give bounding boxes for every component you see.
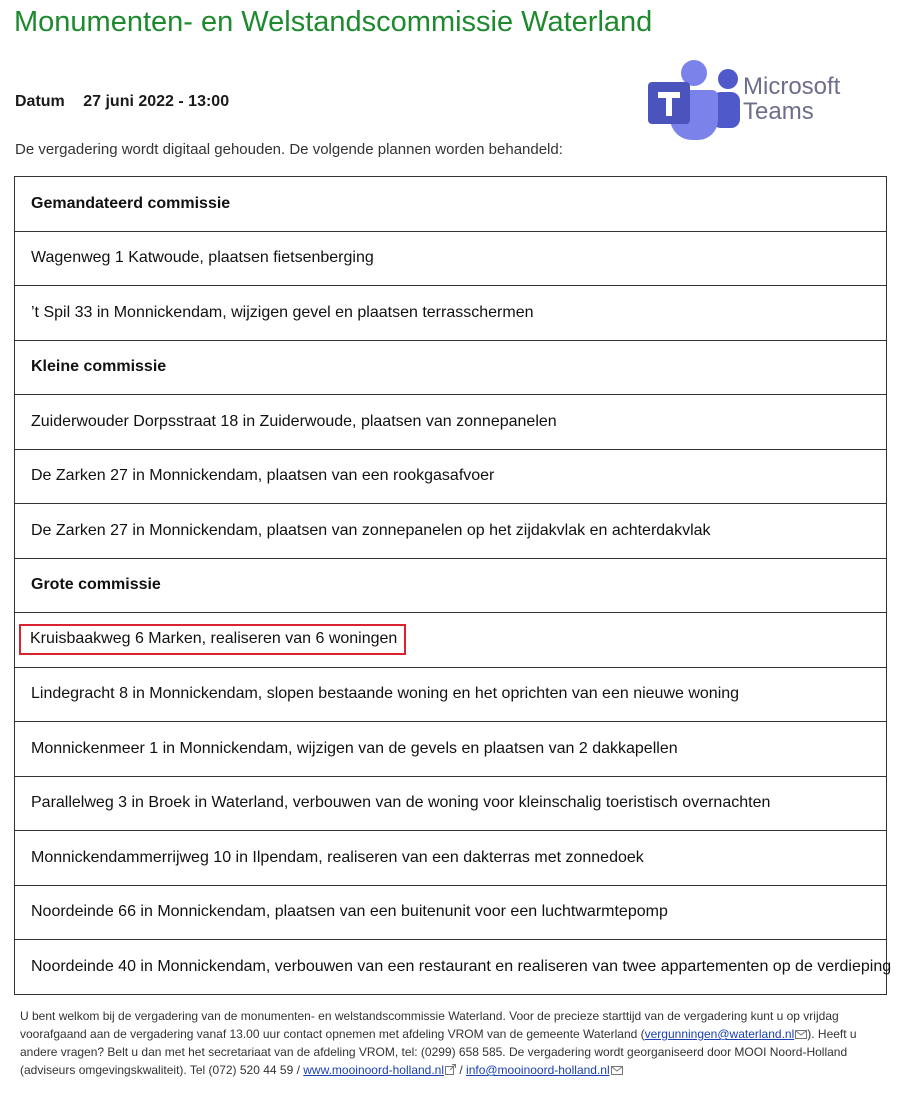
agenda-item: Wagenweg 1 Katwoude, plaatsen fietsenberging	[15, 231, 887, 286]
date-label: Datum	[15, 93, 65, 110]
agenda-item: Zuiderwouder Dorpsstraat 18 in Zuiderwoude, plaatsen van zonnepanelen	[15, 395, 887, 450]
agenda-table	[14, 176, 892, 995]
agenda-item: ’t Spil 33 in Monnickendam, wijzigen gevel en plaatsen terrasschermen	[15, 286, 887, 341]
teams-logo-line2: Teams	[743, 98, 814, 125]
agenda-item: Noordeinde 66 in Monnickendam, plaatsen van een buitenunit voor een luchtwarmtepomp	[15, 885, 887, 940]
table-row	[15, 940, 887, 995]
section-row	[15, 340, 887, 395]
highlight-box: Kruisbaakweg 6 Marken, realiseren van 6 woningen	[19, 624, 406, 655]
section-header: Kleine commissie	[15, 340, 887, 395]
footer-text-part3: /	[456, 1063, 467, 1077]
table-row	[15, 776, 887, 831]
table-row	[15, 667, 887, 722]
table-row	[15, 286, 887, 341]
table-row	[15, 722, 887, 777]
envelope-icon	[611, 1066, 623, 1075]
agenda-item: Monnickendammerrijweg 10 in Ilpendam, realiseren van een dakterras met zonnedoek	[15, 831, 887, 886]
teams-logo-line1: Microsoft	[743, 73, 841, 100]
microsoft-teams-logo-icon	[646, 58, 742, 142]
table-row	[15, 885, 887, 940]
agenda-item: Lindegracht 8 in Monnickendam, slopen bestaande woning en het oprichten van een nieuwe woning	[15, 667, 887, 722]
page-title: Monumenten- en Welstandscommissie Waterland	[14, 6, 653, 38]
footer-text-part1: U bent welkom bij de vergadering van de monumenten- en welstandscommissie Waterland. Voor de precieze starttijd van de vergadering kunt u op vrijdag voorafgaand aan de vergadering vanaf 13.00 uur contact opnemen met afdeling VROM van de gemeente Waterland (	[20, 1009, 839, 1041]
agenda-item: De Zarken 27 in Monnickendam, plaatsen van zonnepanelen op het zijdakvlak en achterdakvlak	[15, 504, 887, 559]
intro-text: De vergadering wordt digitaal gehouden. De volgende plannen worden behandeld:	[15, 141, 563, 158]
envelope-icon	[795, 1030, 807, 1039]
table-row	[15, 395, 887, 450]
agenda-item: Parallelweg 3 in Broek in Waterland, verbouwen van de woning voor kleinschalig toeristisch overnachten	[15, 776, 887, 831]
email-link-info[interactable]: info@mooinoord-holland.nl	[466, 1063, 610, 1077]
table-row	[15, 504, 887, 559]
agenda-item: Noordeinde 40 in Monnickendam, verbouwen van een restaurant en realiseren van twee appartementen op de verdieping	[15, 940, 887, 995]
website-link-mooinoord-holland[interactable]: www.mooinoord-holland.nl	[303, 1063, 445, 1077]
table-row	[15, 831, 887, 886]
section-row	[15, 177, 887, 232]
footer-text	[20, 1007, 880, 1079]
meeting-date	[15, 92, 229, 112]
section-header: Gemandateerd commissie	[15, 177, 887, 232]
agenda-item-highlighted	[15, 613, 887, 668]
agenda-item: Monnickenmeer 1 in Monnickendam, wijzigen van de gevels en plaatsen van 2 dakkapellen	[15, 722, 887, 777]
microsoft-teams-logo	[646, 58, 856, 142]
section-header: Grote commissie	[15, 558, 887, 613]
table-row	[15, 231, 887, 286]
date-value: 27 juni 2022 - 13:00	[83, 93, 230, 110]
footer-text-part2: ). Heeft u andere vragen? Belt u dan met het secretariaat van de afdeling VROM, tel: (0299) 658 585. De vergadering wordt georganiseerd door MOOI Noord-Holland (adviseurs omgevingskwaliteit). Tel (072) 520 44 59 /	[20, 1027, 857, 1077]
external-link-icon	[445, 1064, 456, 1075]
agenda-item: De Zarken 27 in Monnickendam, plaatsen van een rookgasafvoer	[15, 449, 887, 504]
table-row	[15, 449, 887, 504]
section-row	[15, 558, 887, 613]
email-link-vergunningen[interactable]: vergunningen@waterland.nl	[644, 1027, 795, 1041]
teams-logo-text	[743, 74, 840, 124]
table-row	[15, 613, 887, 668]
